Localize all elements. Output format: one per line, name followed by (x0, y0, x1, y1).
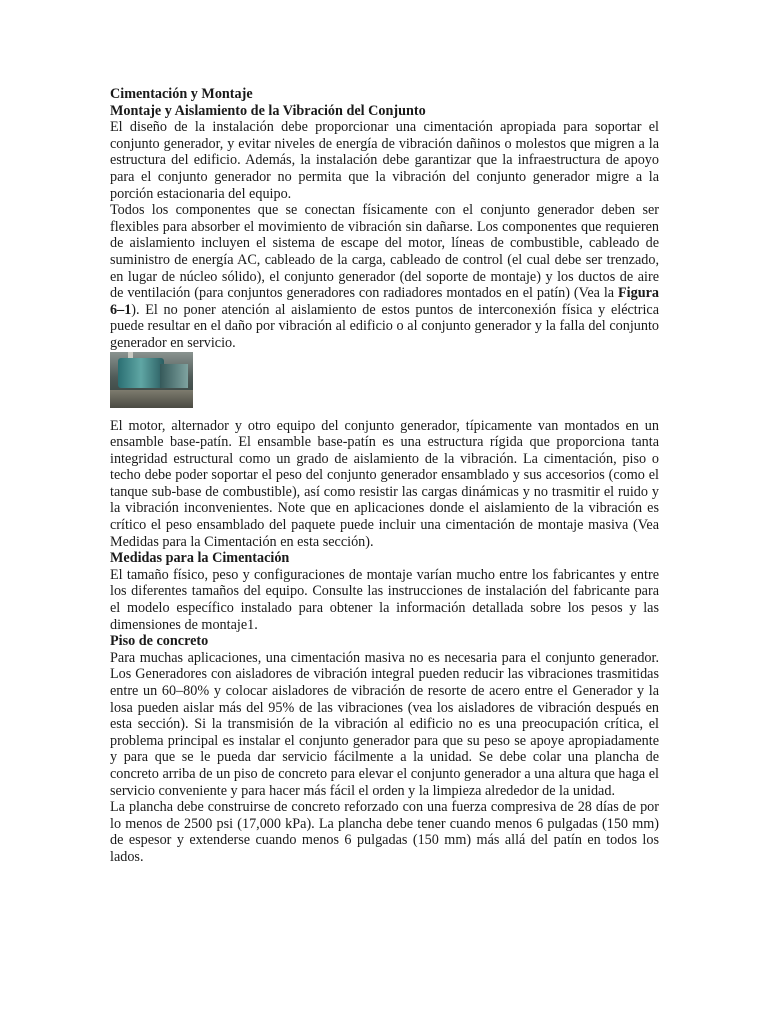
heading-foundation-measures: Medidas para la Cimentación (110, 550, 290, 567)
paragraph-slab: La plancha debe construirse de concreto reforzado con una fuerza compresiva de 28 días de por lo menos de 2500 psi (17,000 kPa). La plancha debe tener cuando menos 6 pulgadas (150 mm) de espesor y extenderse cuando menos 6 pulgadas (150 mm) más allá del patín en todos los lados. (110, 799, 659, 865)
paragraph-intro: El diseño de la instalación debe proporcionar una cimentación apropiada para soportar el conjunto generador, y evitar niveles de energía de vibración dañinos o molestos que migren a la estructura del edificio. Además, la instalación debe garantizar que la infraestructura de apoyo para el conjunto generador no permita que la vibración del conjunto generador migre a la porción estacionaria del equipo. (110, 119, 659, 202)
figure-reference: Figura 6–1 (110, 285, 659, 318)
subsection-title: Montaje y Aislamiento de la Vibración del Conjunto (110, 102, 426, 119)
document-body (110, 86, 659, 866)
heading-concrete-floor: Piso de concreto (110, 633, 209, 650)
paragraph-base-skid: El motor, alternador y otro equipo del conjunto generador, típicamente van montados en un ensamble base-patín. El ensamble base-patín es una estructura rígida que proporciona tanta integridad estructural como un grado de aislamiento de la vibración. La cimentación, piso o techo debe poder soportar el peso del conjunto generador ensamblado y sus accesorios (como el tanque sub-base de combustible), así como resistir las cargas dinámicas y no trasmitir el ruido y la vibración inconvenientes. Note que en aplicaciones donde el aislamiento de la vibración es crítico el peso ensamblado del paquete puede incluir una cimentación de montaje masiva (Vea Medidas para la Cimentación en esta sección). (110, 417, 659, 550)
generator-photo (110, 352, 193, 408)
paragraph-measures: El tamaño físico, peso y configuraciones de montaje varían mucho entre los fabricantes y entre los diferentes tamaños del equipo. Consulte las instrucciones de instalación del fabricante para el modelo específico instalado para obtener la información detallada sobre los pesos y las dimensiones de montaje1. (110, 566, 659, 633)
paragraph-concrete-floor: Para muchas aplicaciones, una cimentación masiva no es necesaria para el conjunto generador. Los Generadores con aisladores de vibración integral pueden reducir las vibraciones trasmitidas entre un 60–80% y colocar aisladores de vibración de resorte de acero entre el Generador y la losa pueden aislar más del 95% de las vibraciones (vea los aisladores de vibración después en esta sección). Si la transmisión de la vibración al edificio no es una preocupación crítica, el problema principal es instalar el conjunto generador para que su peso se apoye apropiadamente y para que se le pueda dar servicio fácilmente a la unidad. Se debe colar una plancha de concreto arriba de un piso de concreto para elevar el conjunto generador a una altura que haga el servicio conveniente y para hacer más fácil el orden y la limpieza alrededor de la unidad. (110, 649, 659, 799)
section-title: Cimentación y Montaje (110, 86, 253, 102)
paragraph-components: Todos los componentes que se conectan físicamente con el conjunto generador deben ser flexibles para absorber el movimiento de vibración sin dañarse. Los componentes que requieren de aislamiento incluyen el sistema de escape del motor, líneas de combustible, cableado de suministro de energía AC, cableado de la carga, cableado de control (el cual debe ser trenzado, en lugar de núcleo sólido), el conjunto generador (del soporte de montaje) y los ductos de aire de ventilación (para conjuntos generadores con radiadores montados en el patín) (Vea la Figura 6–1). El no poner atención al aislamiento de estos puntos de interconexión física y eléctrica puede resultar en el daño por vibración al edificio o al conjunto generador y la falla del conjunto generador en servicio. (110, 202, 659, 351)
